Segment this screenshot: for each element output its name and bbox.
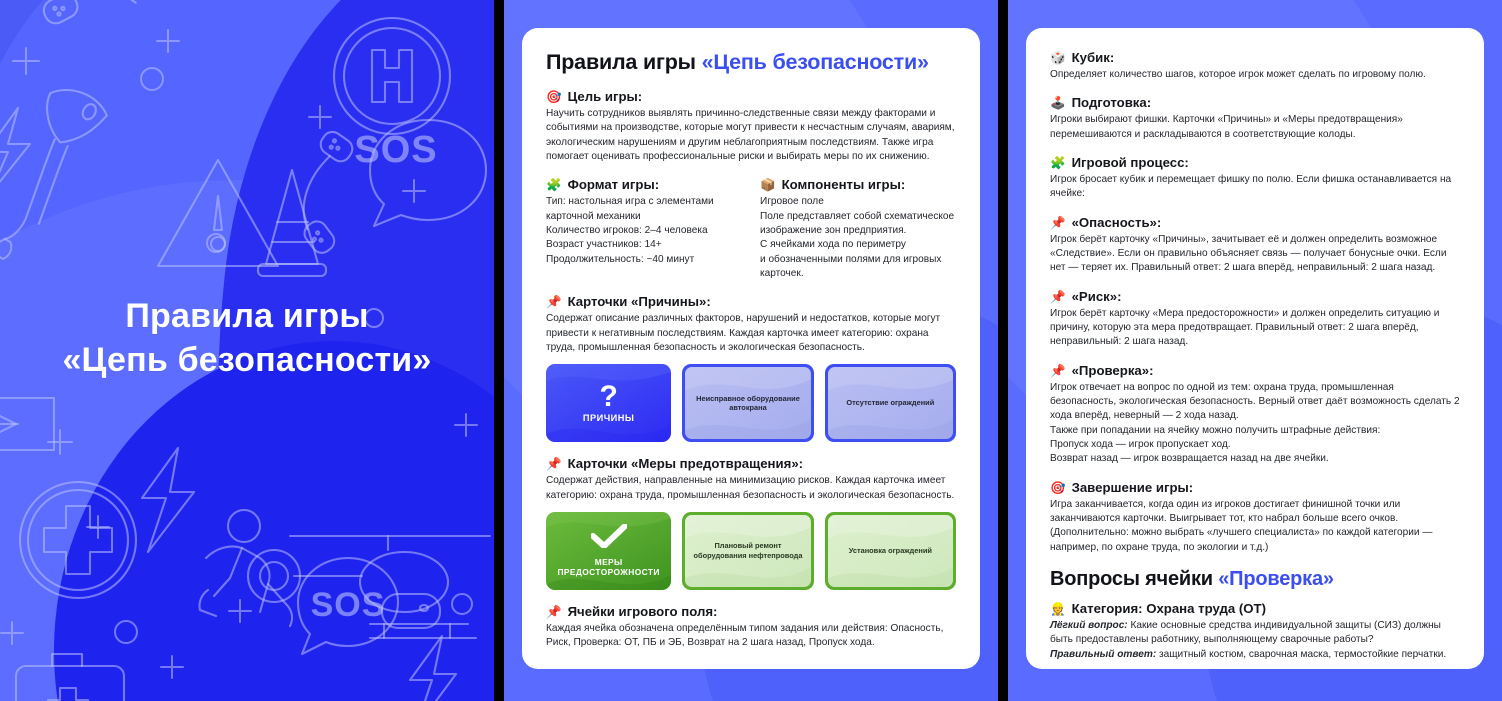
cause-card-sample-2[interactable]: [825, 364, 956, 442]
cover-slide: [0, 0, 494, 701]
package-box-icon: 📦: [760, 178, 776, 193]
rules-slide-left: [504, 0, 998, 701]
questions-section-title: [1050, 568, 1460, 591]
rules-content-card: [522, 28, 980, 669]
exit-sign-icon: [0, 398, 54, 450]
construction-worker-icon: 👷: [1050, 601, 1066, 616]
measure-card-sample-1-label: Плановый ремонт оборудования нефтепровода: [693, 541, 803, 560]
measure-card-sample-1[interactable]: [682, 512, 813, 590]
section-setup-body: Игроки выбирают фишки. Карточки «Причины» и «Меры предотвращения» перемешиваются и раскладываются в соответствующие колоды.: [1050, 114, 1403, 140]
pushpin-icon: 📌: [1050, 363, 1066, 378]
puzzle-piece-icon: 🧩: [546, 178, 562, 193]
section-board-cells: [546, 604, 956, 651]
cause-card-caption: ПРИЧИНЫ: [582, 413, 635, 424]
cover-title-line-1: Правила игры: [125, 297, 369, 335]
lightning-bolt-icon: [0, 108, 30, 194]
measure-card-caption: [558, 557, 660, 577]
pushpin-icon: 📌: [546, 295, 562, 310]
page-title-accent: «Цепь безопасности»: [701, 50, 929, 74]
section-measure-title: Карточки «Меры предотвращения»:: [567, 456, 804, 472]
components-line-2: Поле представляет собой схематическое изображение зон предприятия.: [760, 210, 955, 236]
rules-content-card-right: [1026, 28, 1484, 669]
joystick-icon: 🕹️: [1050, 96, 1066, 111]
section-format: [546, 177, 742, 281]
section-setup: [1050, 95, 1460, 142]
section-dice-body: Определяет количество шагов, которое игрок может сделать по игровому полю.: [1050, 69, 1426, 80]
lightning-bolt-icon-3: [410, 636, 456, 701]
sos-label-upper: SOS: [354, 129, 438, 171]
slide-divider-2: [998, 0, 1008, 701]
section-game-end: [1050, 480, 1460, 555]
lightning-bolt-icon-2: [142, 448, 194, 552]
measure-deck-back-card[interactable]: [546, 512, 671, 590]
section-check-penalty-skip: Пропуск хода — игрок пропускает ход.: [1050, 438, 1231, 450]
section-risk-cell: [1050, 289, 1460, 350]
cover-title-block: [0, 295, 494, 382]
question-answer-text: защитный костюм, сварочная маска, термостойкие перчатки.: [1156, 648, 1447, 660]
measure-card-sample-2[interactable]: [825, 512, 956, 590]
page-title: [546, 50, 956, 75]
format-components-row: [546, 177, 956, 281]
format-line-1: Тип: настольная игра с элементами карточной механики: [546, 196, 714, 222]
running-person-icon: [199, 510, 292, 626]
dice-icon: 🎲: [1050, 51, 1066, 65]
section-goal: [546, 89, 956, 164]
section-game-end-title: Завершение игры:: [1071, 479, 1194, 495]
section-measure-body: Содержат действия, направленные на минимизацию рисков. Каждая карточка имеет категорию: охрана труда, промышленная безопасность и экологическая безопасность.: [546, 475, 955, 501]
section-goal-title: Цель игры:: [567, 89, 643, 104]
section-measure-cards: [546, 456, 956, 503]
cover-title-line-2: «Цепь безопасности»: [62, 340, 432, 379]
measure-card-row: [546, 512, 956, 590]
section-game-end-heading: [1050, 480, 1460, 495]
cause-card-row: [546, 364, 956, 442]
section-risk-title: «Риск»:: [1071, 288, 1122, 304]
section-risk-body: Игрок берёт карточку «Мера предосторожности» и должен определить ситуацию и причину, которую эта мера предотвращает. Правильный ответ: 2 шага вперёд, неправильный: 2 шага назад.: [1050, 307, 1440, 348]
cause-card-sample-1-label: Неисправное оборудование автокрана: [696, 393, 800, 413]
section-danger-cell: [1050, 215, 1460, 276]
sos-label-lower: SOS: [310, 586, 386, 624]
section-components-title: Компоненты игры:: [781, 177, 906, 193]
section-danger-heading: [1050, 215, 1460, 230]
question-easy: [1050, 619, 1460, 648]
section-check-cell: [1050, 363, 1460, 467]
section-gameplay: [1050, 155, 1460, 202]
target-icon: 🎯: [1050, 480, 1066, 495]
section-cause-cards: [546, 294, 956, 355]
section-goal-heading: [546, 89, 956, 104]
questions-title-accent: «Проверка»: [1218, 567, 1334, 590]
section-goal-body: Научить сотрудников выявлять причинно-следственные связи между факторами и событиями на производстве, которые могут привести к несчастным случаям, авариям, экологическим нарушениям и другим неблагоприятным последствиям. Также игра помогает оценивать профессиональные риски и выбирать меры по их снижению.: [546, 108, 955, 162]
section-components: [760, 177, 956, 281]
section-check-title: «Проверка»:: [1071, 362, 1154, 378]
measure-card-caption-line-1: МЕРЫ: [594, 557, 623, 568]
section-dice-title: Кубик:: [1071, 50, 1115, 65]
section-cause-title: Карточки «Причины»:: [567, 294, 711, 310]
section-gameplay-title: Игровой процесс:: [1071, 154, 1189, 170]
section-setup-title: Подготовка:: [1071, 95, 1152, 111]
section-check-heading: [1050, 363, 1460, 378]
pushpin-icon: 📌: [1050, 215, 1066, 230]
checkmark-icon: [591, 524, 627, 553]
section-cause-body: Содержат описание различных факторов, нарушений и недостатков, которые могут привести к негативным последствиям. Каждая карточка имеет категорию: охрана труда, промышленная безопасность и экологическая безопасность.: [546, 313, 941, 353]
format-line-4: Продолжительность: ~40 минут: [546, 253, 695, 265]
section-board-cells-title: Ячейки игрового поля:: [567, 603, 718, 619]
target-icon: 🎯: [546, 90, 562, 104]
section-format-title: Формат игры:: [567, 177, 660, 193]
question-category-block: [1050, 601, 1460, 662]
section-board-cells-body: Каждая ячейка обозначена определённым типом задания или действия: Опасность, Риск, Проверка: ОТ, ПБ и ЭБ, Возврат на 2 шага назад, Пропуск хода.: [546, 622, 944, 649]
section-dice: [1050, 50, 1460, 82]
pushpin-icon: 📌: [1050, 289, 1066, 304]
first-aid-cross-icon: [20, 482, 136, 598]
components-line-1: Игровое поле: [760, 196, 824, 208]
cause-card-sample-1[interactable]: [682, 364, 813, 442]
section-dice-heading: [1050, 50, 1460, 65]
section-format-heading: [546, 177, 742, 192]
questions-title-plain: Вопросы ячейки: [1050, 567, 1219, 590]
components-line-4: и обозначенными полями для игровых карточек.: [760, 253, 942, 279]
question-easy-label: Лёгкий вопрос:: [1050, 619, 1128, 631]
pushpin-icon: 📌: [546, 457, 562, 472]
format-line-3: Возраст участников: 14+: [546, 239, 662, 251]
section-game-end-body: Игра заканчивается, когда один из игроков достигает финишной точки или заканчиваются карточки. Выигрывает тот, кто набрал больше всего очков. (Дополнительно: можно выбрать «лучшего специалиста» по каждой категории — например, по охране труда, по экологии и т.д.): [1050, 498, 1433, 553]
section-check-body: Игрок отвечает на вопрос по одной из тем: охрана труда, промышленная безопасность, экологическая безопасность. Верный ответ даёт возможность сделать 2 хода вперёд, неверный — 2 хода назад.: [1050, 381, 1460, 422]
section-check-penalty-back: Возврат назад — игрок возвращается назад на две ячейки.: [1050, 453, 1329, 465]
section-check-penalty-intro: Также при попадании на ячейку можно получить штрафные действия:: [1050, 424, 1381, 436]
section-danger-title: «Опасность»:: [1071, 214, 1162, 230]
question-answer-label: Правильный ответ:: [1050, 648, 1157, 660]
phone-handset-icon: [40, 0, 136, 43]
measure-card-sample-2-label: Установка ограждений: [848, 546, 932, 556]
question-answer: [1050, 648, 1460, 662]
question-category-heading: [1050, 601, 1460, 616]
puzzle-piece-icon: 🧩: [1050, 155, 1066, 170]
section-measure-heading: [546, 456, 956, 471]
measure-card-caption-line-2: ПРЕДОСТОРОЖНОСТИ: [557, 567, 660, 578]
warning-triangle-icon: [158, 160, 278, 266]
components-line-3: С ячейками хода по периметру: [760, 239, 906, 251]
slide-divider-1: [494, 0, 504, 701]
traffic-cone-icon: [258, 170, 326, 276]
rules-slide-right: [1008, 0, 1502, 701]
section-components-heading: [760, 177, 956, 192]
cause-card-question-mark: ?: [599, 380, 618, 414]
section-setup-heading: [1050, 95, 1460, 110]
format-line-2: Количество игроков: 2–4 человека: [546, 224, 708, 236]
section-gameplay-body: Игрок бросает кубик и перемещает фишку по полю. Если фишка останавливается на ячейке:: [1050, 173, 1452, 200]
section-board-cells-heading: [546, 604, 956, 619]
pushpin-icon: 📌: [546, 604, 562, 619]
cause-card-sample-2-label: Отсутствие ограждений: [846, 398, 935, 408]
cause-deck-back-card[interactable]: [546, 364, 671, 442]
section-gameplay-heading: [1050, 155, 1460, 170]
page-title-plain: Правила игры: [546, 50, 702, 74]
question-easy-text: Какие основные средства индивидуальной защиты (СИЗ) должны быть предоставлены работнику, выполняющему сварочные работы?: [1050, 619, 1441, 646]
first-aid-kit-icon: [16, 654, 124, 701]
question-category-title: Категория: Охрана труда (ОТ): [1071, 600, 1266, 616]
section-danger-body: Игрок берёт карточку «Причины», зачитывает её и должен определить возможное «Следствие». Если он правильно объясняет связь — получает бонусные очки. Если нет — теряет их. Правильный ответ: 2 шага вперёд, неправильный: 2 шага назад.: [1050, 233, 1447, 274]
section-cause-heading: [546, 294, 956, 309]
helipad-icon: [334, 18, 450, 134]
section-risk-heading: [1050, 289, 1460, 304]
